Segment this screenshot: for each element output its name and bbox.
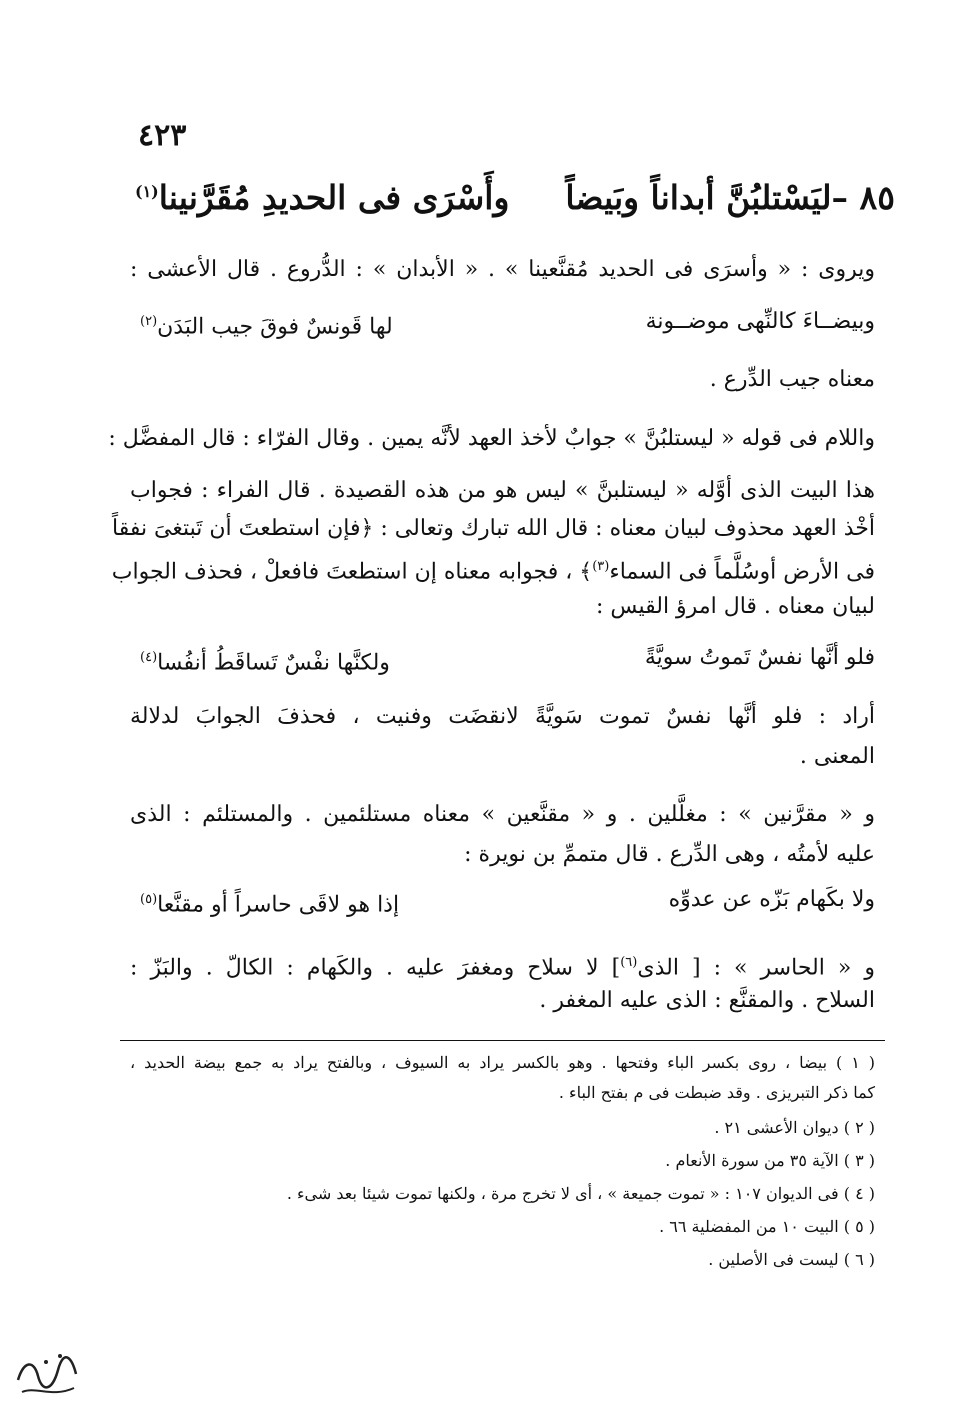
body-line: [111, 552, 875, 587]
body-line-part: و « الحاسر » : [ الذى: [637, 955, 875, 981]
footnote: ( ٦ ) ليست فى الأصلين .: [708, 1250, 875, 1269]
quoted-verse-line: [140, 643, 875, 678]
body-line: لبيان معناه . قال امرؤ القيس :: [596, 594, 875, 619]
body-line: أراد : فلو أنَّها نفسٌ تموت سَويَّةً لانقضَت وفنيت ، فحذفَ الجوابَ لدلالة: [130, 704, 875, 729]
body-line: السلاح . والمقنَّع : الذى عليه المغفر .: [539, 988, 875, 1013]
body-line: معناه جيب الدِّرع .: [709, 367, 875, 392]
body-line: واللام فى قوله « ليستلبُنَّ » جوابٌ لأخذ العهد لأنَّه يمين . وقال الفرّاء : قال المفضَّل :: [108, 426, 875, 451]
quoted-verse-line: [140, 307, 875, 342]
verse-first-hemistich: [565, 178, 895, 217]
quoted-hemistich: ولا بكَهام بَزّه عن عدوِّه: [668, 887, 875, 912]
body-line: هذا البيت الذى أوَّله « ليستلبنَّ » ليس هو من هذه القصيدة . قال الفراء : فجواب: [130, 478, 875, 503]
body-line-part: فى الأرض أوسُلَّماً فى السماء: [609, 559, 875, 585]
footnote: ( ٢ ) ديوان الأعشى ٢١ .: [714, 1118, 875, 1137]
footnote-ref: (٥): [140, 892, 158, 907]
footnote-ref: (١): [135, 182, 159, 201]
footnote: ( ٣ ) الآية ٣٥ من سورة الأنعام .: [665, 1151, 875, 1170]
footnote: ( ١ ) بيضا ، روى بكسر الباء وفتحها . وهو بالكسر يراد به السيوف ، وبالفتح يراد به جمع بيضة الحديد ،: [130, 1053, 876, 1072]
footnote-ref: (٦): [620, 955, 638, 970]
body-line-part: ] لا سلاح ومغفرَ عليه . والكَهام : الكالّ . والبَزّ :: [130, 955, 621, 981]
verse-number: ٨٥ –: [831, 178, 895, 217]
quoted-hemistich-text: لها قَونسٌ فوقَ جيب البَدَن: [157, 314, 393, 340]
footnote-ref: (٢): [140, 314, 158, 329]
verse-85: [135, 178, 895, 217]
quoted-hemistich-text: إذا هو لاقَى حاسراً أو مقنَّعا: [157, 892, 400, 918]
verse-hemistich-1: ليَسْتلبُنَّ أبداناً وبَيضاً: [565, 178, 832, 217]
body-line: المعنى .: [799, 744, 875, 769]
footnote: كما ذكر التبريزى . وقد ضبطت فى م بفتح الباء .: [558, 1083, 875, 1102]
body-line: أخْذ العهد محذوف لبيان معناه : قال الله تبارك وتعالى : ﴿فإن استطعتَ أن تَبتغىَ نفقاً: [111, 516, 875, 541]
quoted-hemistich-text: ولكنَّها نفْسٌ تَساقَطُ أنفُسا: [157, 650, 390, 676]
footnote-ref: (٤): [140, 650, 158, 665]
footnote: ( ٥ ) البيت ١٠ من المفضلية ٦٦ .: [659, 1217, 875, 1236]
calligraphy-watermark-icon: [12, 1340, 82, 1410]
footnote-divider: [120, 1040, 885, 1041]
quoted-hemistich: فلو أنَّها نفسٌ تَموتُ سويَّةً: [644, 645, 875, 670]
verse-hemistich-2: وأَسْرَى فى الحديدِ مُقَرَّنينا: [158, 178, 510, 217]
quoted-hemistich: [140, 643, 390, 678]
body-line-part: ﴾ ، فجوابه معناه إن استطعتَ فافعلْ ، فحذف الجواب: [111, 559, 593, 585]
footnote: ( ٤ ) فى الديوان ١٠٧ : « تموت جميعة » ، أى لا تخرج مرة ، ولكنها تموت شيئا بعد شىء .: [286, 1184, 875, 1203]
body-line: [130, 948, 875, 983]
page-number: ٤٢٣: [138, 118, 187, 153]
body-line: و « مقرَّنين » : مغلَّلين . و « مقنَّعين » معناه مستلئمين . والمستلئم : الذى: [130, 802, 875, 827]
quoted-hemistich: [140, 307, 393, 342]
verse-second-hemistich: [135, 178, 509, 217]
quoted-verse-line: [140, 885, 875, 920]
body-line: عليه لأمتُه ، وهى الدِّرع . قال متممِّ بن نويرة :: [464, 842, 875, 867]
body-line: ويروى : « وأسرَى فى الحديد مُقنَّعينا » . « الأبدان » : الدُّروع . قال الأعشى :: [130, 257, 875, 282]
quoted-hemistich: [140, 885, 399, 920]
footnote-ref: (٣): [592, 559, 610, 574]
quoted-hemistich: وبيضــاءَ كالنِّهى موضــونة: [645, 309, 875, 334]
